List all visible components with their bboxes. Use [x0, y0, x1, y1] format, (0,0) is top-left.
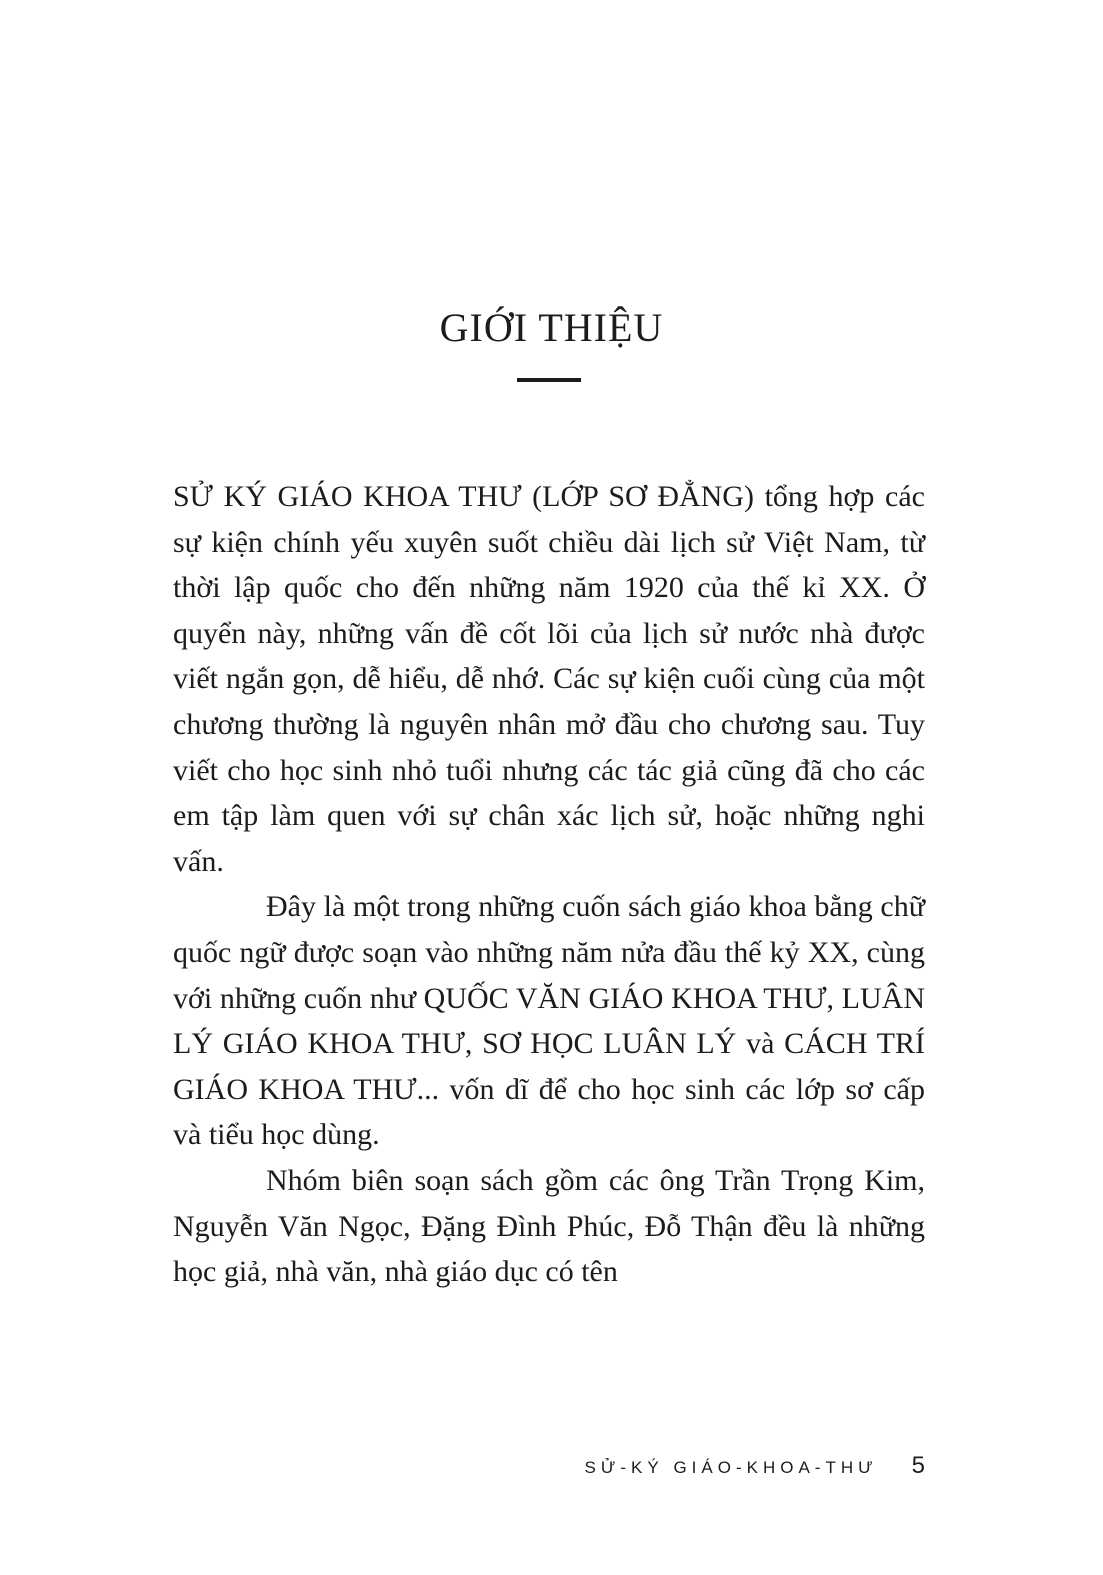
page-footer	[585, 1452, 925, 1480]
paragraph-authors: Nhóm biên soạn sách gồm các ông Trần Trọng Kim, Nguyễn Văn Ngọc, Đặng Đình Phúc, Đỗ Thận đều là những học giả, nhà văn, nhà giáo dục có tên	[173, 1163, 925, 1289]
body-text	[173, 474, 925, 1295]
page-number: 5	[911, 1452, 925, 1479]
running-title: SỬ-KÝ GIÁO-KHOA-THƯ	[584, 1458, 878, 1477]
paragraph-intro: SỬ KÝ GIÁO KHOA THƯ (LỚP SƠ ĐẲNG) tổng hợp các sự kiện chính yếu xuyên suốt chiều dài lịch sử Việt Nam, từ thời lập quốc cho đến những năm 1920 của thế kỉ XX. Ở quyển này, những vấn đề cốt lõi của lịch sử nước nhà được viết ngắn gọn, dễ hiểu, dễ nhớ. Các sự kiện cuối cùng của một chương thường là nguyên nhân mở đầu cho chương sau. Tuy viết cho học sinh nhỏ tuổi nhưng các tác giả cũng đã cho các em tập làm quen với sự chân xác lịch sử, hoặc những nghi vấn.	[173, 480, 925, 878]
page-title: GIỚI THIỆU	[439, 305, 664, 350]
title-divider	[517, 378, 581, 382]
paragraph-textbook-context: Đây là một trong những cuốn sách giáo khoa bằng chữ quốc ngữ được soạn vào những năm nửa đầu thế kỷ XX, cùng với những cuốn như QUỐC VĂN GIÁO KHOA THƯ, LUÂN LÝ GIÁO KHOA THƯ, SƠ HỌC LUÂN LÝ và CÁCH TRÍ GIÁO KHOA THƯ... vốn dĩ để cho học sinh các lớp sơ cấp và tiểu học dùng.	[173, 890, 925, 1152]
